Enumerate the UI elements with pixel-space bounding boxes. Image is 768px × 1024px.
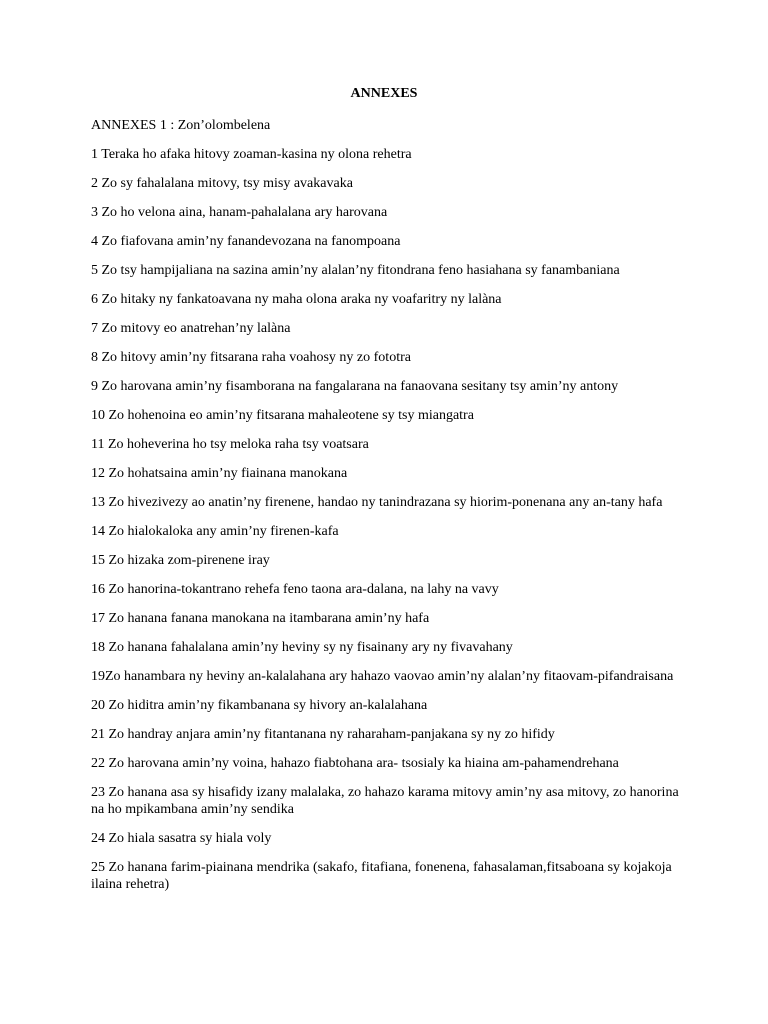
list-item: 10 Zo hohenoina eo amin’ny fitsarana mahaleotene sy tsy miangatra <box>91 408 474 423</box>
list-item: 16 Zo hanorina-tokantrano rehefa feno taona ara-dalana, na lahy na vavy <box>91 582 499 597</box>
list-item: 21 Zo handray anjara amin’ny fitantanana ny raharaham-panjakana sy ny zo hifidy <box>91 727 555 742</box>
rights-list <box>91 146 681 905</box>
list-item: 11 Zo hoheverina ho tsy meloka raha tsy voatsara <box>91 437 369 452</box>
list-item: 8 Zo hitovy amin’ny fitsarana raha voahosy ny zo fototra <box>91 350 411 365</box>
list-item: 3 Zo ho velona aina, hanam-pahalalana ary harovana <box>91 205 388 220</box>
list-item: 2 Zo sy fahalalana mitovy, tsy misy avakavaka <box>91 176 353 191</box>
list-item: 24 Zo hiala sasatra sy hiala voly <box>91 831 272 846</box>
list-item: 5 Zo tsy hampijaliana na sazina amin’ny alalan’ny fitondrana feno hasiahana sy fanambaniana <box>91 263 620 278</box>
list-item: 12 Zo hohatsaina amin’ny fiainana manokana <box>91 466 348 481</box>
list-item: 6 Zo hitaky ny fankatoavana ny maha olona araka ny voafaritry ny lalàna <box>91 292 502 307</box>
list-item: 19Zo hanambara ny heviny an-kalalahana ary hahazo vaovao amin’ny alalan’ny fitaovam-pifandraisana <box>91 669 674 684</box>
list-item: 13 Zo hivezivezy ao anatin’ny firenene, handao ny tanindrazana sy hiorim-ponenana any an-tany hafa <box>91 495 663 510</box>
page-title: ANNEXES <box>350 86 418 101</box>
list-item: 18 Zo hanana fahalalana amin’ny heviny sy ny fisainany ary ny fivavahany <box>91 640 513 655</box>
list-item: 1 Teraka ho afaka hitovy zoaman-kasina ny olona rehetra <box>91 147 412 162</box>
list-item: 4 Zo fiafovana amin’ny fanandevozana na fanompoana <box>91 234 401 249</box>
list-item: 9 Zo harovana amin’ny fisamborana na fangalarana na fanaovana sesitany tsy amin’ny antony <box>91 379 619 394</box>
list-item: 14 Zo hialokaloka any amin’ny firenen-kafa <box>91 524 339 539</box>
list-item: 25 Zo hanana farim-piainana mendrika (sakafo, fitafiana, fonenena, fahasalaman,fitsaboana sy kojakoja ilaina rehetra) <box>91 860 672 892</box>
list-item: 7 Zo mitovy eo anatrehan’ny lalàna <box>91 321 291 336</box>
list-item: 20 Zo hiditra amin’ny fikambanana sy hivory an-kalalahana <box>91 698 428 713</box>
list-item: 22 Zo harovana amin’ny voina, hahazo fiabtohana ara- tsosialy ka hiaina am-pahamendrehana <box>91 756 619 771</box>
list-item: 23 Zo hanana asa sy hisafidy izany malalaka, zo hahazo karama mitovy amin’ny asa mitovy, zo hanorina na ho mpikambana amin’ny sendika <box>91 785 679 817</box>
list-item: 17 Zo hanana fanana manokana na itambarana amin’ny hafa <box>91 611 430 626</box>
annex-subtitle: ANNEXES 1 : Zon’olombelena <box>91 118 271 133</box>
list-item: 15 Zo hizaka zom-pirenene iray <box>91 553 270 568</box>
